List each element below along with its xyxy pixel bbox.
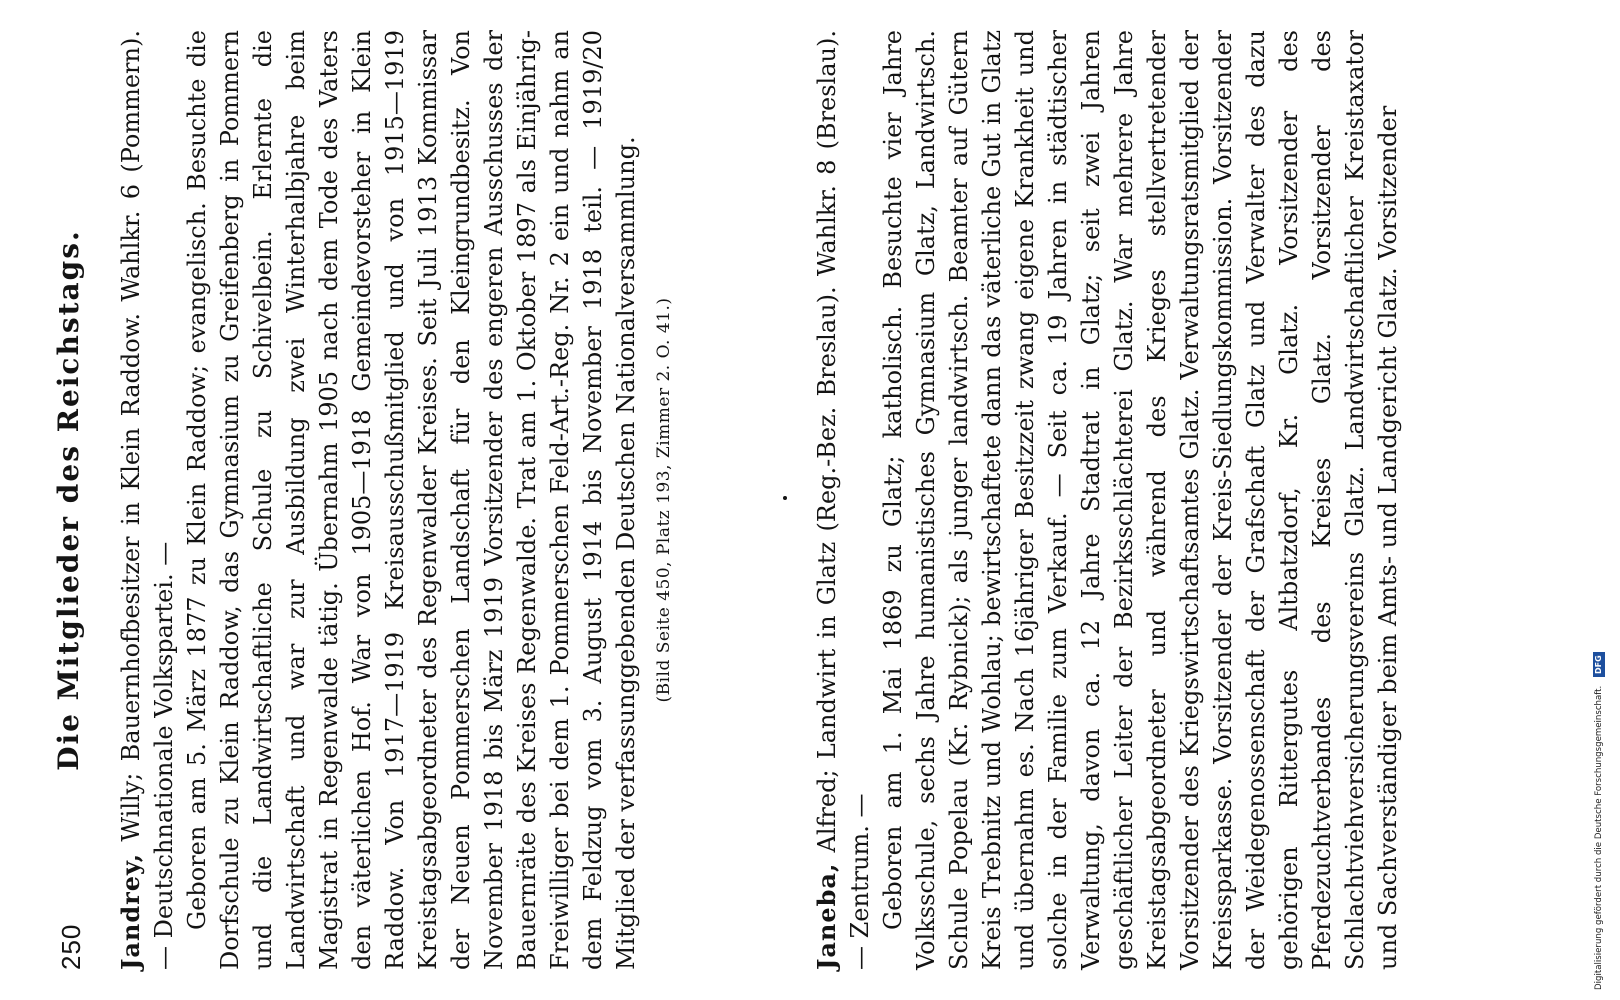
- funding-text: Digitalisierung gefördert durch die Deutsche Forschungsgemeinschaft.: [1594, 685, 1604, 990]
- entry-heading-rest: Willy; Bauernhofbesitzer in Klein Raddow. Wahlkr. 6 (Pommern). — Deutschnationale Volkspartei. —: [117, 30, 178, 970]
- entry-surname: Janeba,: [812, 862, 841, 970]
- entry-janeba: [810, 30, 1405, 970]
- running-head: Die Mitglieder des Reichstags.: [52, 229, 85, 771]
- page-header: [50, 30, 100, 970]
- entry-heading: [810, 30, 877, 970]
- entry-body: Geboren am 5. März 1877 zu Klein Raddow; evangelisch. Besuchte die Dorfschule zu Klein Raddow, das Gymnasium zu Greifenberg in Pommern und die Landwirtschaftliche Schule zu Schivelbein. Erlernte die Landwirtschaft und war zur Ausbildung zwei Winterhalbjahre beim Magistrat in Regenwalde tätig. Übernahm 1905 nach dem Tode des Vaters den väterlichen Hof. War von 1905—1918 Gemeindevorsteher in Klein Raddow. Von 1917—1919 Kreisausschußmitglied und von 1915—1919 Kreistagsabgeordneter des Regenwalder Kreises. Seit Juli 1913 Kommissar der Neuen Pommerschen Landschaft für den Kleingrundbesitz. Von November 1918 bis März 1919 Vorsitzender des engeren Ausschusses der Bauernräte des Kreises Regenwalde. Trat am 1. Oktober 1897 als Einjährig-Freiwilliger bei dem 1. Pommerschen Feld-Art.-Reg. Nr. 2 ein und nahm an dem Feldzug vom 3. August 1914 bis November 1918 teil. — 1919/20 Mitglied der verfassunggebenden Deutschen Nationalversammlung.: [183, 30, 640, 970]
- entry-jandrey: [114, 30, 677, 970]
- picture-note: (Bild Seite 450, Platz 193, Zimmer 2. O. 41.): [654, 297, 674, 703]
- entry-heading: [114, 30, 181, 970]
- entry-surname: Jandrey,: [116, 852, 145, 970]
- dfg-logo: DFG: [1593, 652, 1605, 677]
- page-number: 250: [56, 923, 86, 970]
- rotated-text-frame: [50, 30, 1490, 970]
- entry-heading-rest: Alfred; Landwirt in Glatz (Reg.-Bez. Breslau). Wahlkr. 8 (Breslau). — Zentrum. —: [813, 30, 874, 970]
- entry-body: Geboren am 1. Mai 1869 zu Glatz; katholisch. Besuchte vier Jahre Volksschule, sechs Jahre humanistisches Gymnasium Glatz, Landwirtsch. Schule Popelau (Kr. Rybnick); als junger landwirtsch. Beamter auf Gütern Kreis Trebnitz und Wohlau; bewirtschaftete dann das väterliche Gut in Glatz und übernahm es. Nach 16jähriger Besitzzeit zwang eigene Krankheit und solche in der Familie zum Verkauf. — Seit ca. 19 Jahren in städtischer Verwaltung, davon ca. 12 Jahre Stadtrat in Glatz; seit zwei Jahren geschäftlicher Leiter der Bezirksschlächterei Glatz. War mehrere Jahre Kreistagsabgeordneter und während des Krieges stellvertretender Vorsitzender des Kriegswirtschaftsamtes Glatz. Verwaltungsratsmitglied der Kreissparkasse. Vorsitzender der Kreis-Siedlungskommission. Vorsitzender der Weidegenossenschaft der Grafschaft Glatz und Verwalter des dazu gehörigen Rittergutes Altbatzdorf, Kr. Glatz. Vorsitzender des Pferdezuchtverbandes des Kreises Glatz. Vorsitzender des Schlachtviehversicherungsvereins Glatz. Landwirtschaftlicher Kreistaxator und Sachverständiger beim Amts- und Landgericht Glatz. Vorsitzender: [879, 30, 1402, 970]
- dfg-funding-note: [1592, 0, 1606, 990]
- separator-dot: [783, 496, 787, 500]
